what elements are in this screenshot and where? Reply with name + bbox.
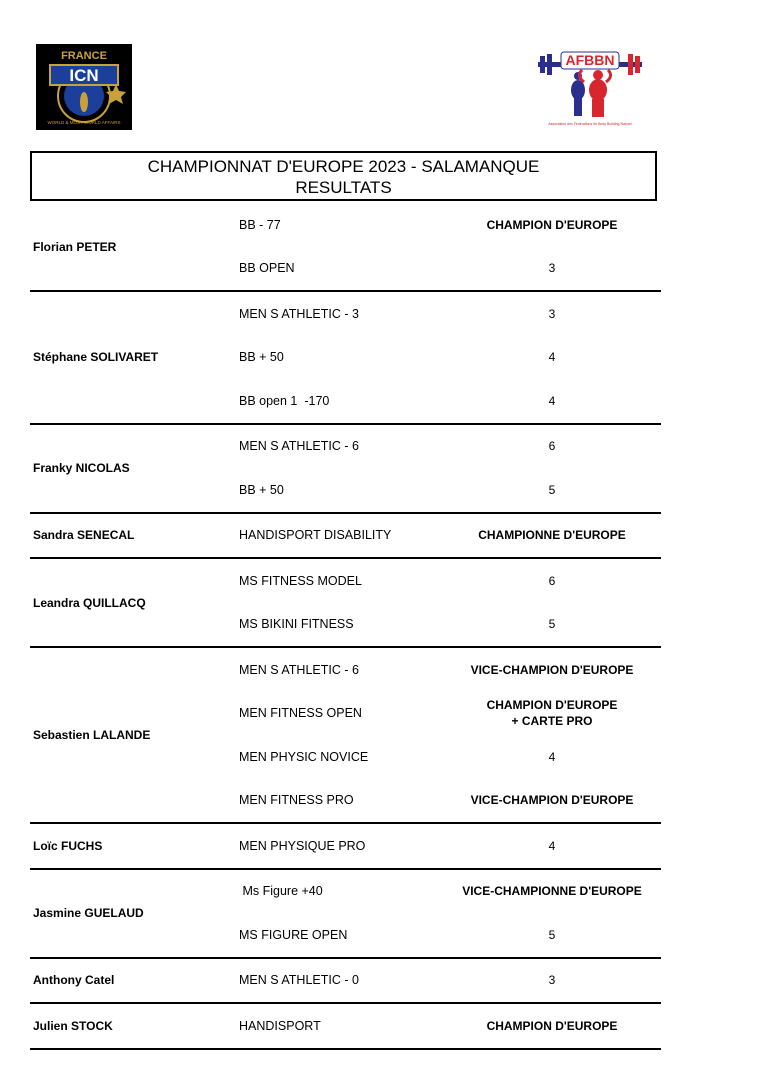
result-cell: CHAMPIONNE D'EUROPE xyxy=(478,528,626,543)
athlete-group xyxy=(30,203,661,292)
category-cell: MS FIGURE OPEN xyxy=(239,927,348,942)
athlete-group xyxy=(30,648,661,824)
category-cell: BB + 50 xyxy=(239,482,284,497)
result-cell: 6 xyxy=(548,439,556,454)
result-row xyxy=(30,379,661,423)
category-cell: BB open 1 -170 xyxy=(239,393,330,408)
afbbn-subtitle: Association des Fédérations de Body Building Naturel xyxy=(548,122,632,126)
athlete-name: Anthony Catel xyxy=(33,973,115,988)
result-row xyxy=(30,1004,661,1048)
athlete-name: Julien STOCK xyxy=(33,1018,113,1033)
athlete-group xyxy=(30,824,661,870)
athlete-name: Loïc FUCHS xyxy=(33,838,103,853)
category-cell: Ms Figure +40 xyxy=(239,884,323,899)
category-cell: MEN S ATHLETIC - 3 xyxy=(239,306,359,321)
result-cell: 5 xyxy=(548,927,556,942)
result-row xyxy=(30,514,661,558)
athlete-group xyxy=(30,425,661,514)
athlete-name: Franky NICOLAS xyxy=(33,461,130,475)
result-cell: CHAMPION D'EUROPE xyxy=(486,1018,618,1033)
result-row xyxy=(30,468,661,512)
result-row xyxy=(30,779,661,823)
page-subtitle: RESULTATS xyxy=(295,178,392,197)
athlete-name: Sebastien LALANDE xyxy=(33,728,151,742)
result-row xyxy=(30,603,661,647)
athlete-group xyxy=(30,559,661,648)
result-cell: 4 xyxy=(548,838,556,853)
result-row xyxy=(30,870,661,914)
athlete-group xyxy=(30,870,661,959)
result-row xyxy=(30,735,661,779)
result-cell: 3 xyxy=(548,973,556,988)
result-row xyxy=(30,336,661,380)
category-cell: MEN FITNESS OPEN xyxy=(239,706,362,721)
athlete-name: Jasmine GUELAUD xyxy=(33,906,144,920)
category-cell: MEN S ATHLETIC - 0 xyxy=(239,973,359,988)
category-cell: MEN PHYSIQUE PRO xyxy=(239,838,366,853)
afbbn-logo xyxy=(536,46,644,128)
result-row xyxy=(30,824,661,868)
result-row xyxy=(30,559,661,603)
page-title: CHAMPIONNAT D'EUROPE 2023 - SALAMANQUE xyxy=(147,157,540,176)
category-cell: HANDISPORT DISABILITY xyxy=(239,528,392,543)
result-row xyxy=(30,292,661,336)
result-cell: 6 xyxy=(548,573,556,588)
result-row xyxy=(30,247,661,291)
athlete-group xyxy=(30,959,661,1005)
athlete-name: Sandra SENECAL xyxy=(33,528,135,543)
icn-france-logo xyxy=(36,44,132,130)
result-cell: VICE-CHAMPIONNE D'EUROPE xyxy=(462,884,642,899)
category-cell: MS FITNESS MODEL xyxy=(239,573,362,588)
result-cell: VICE-CHAMPION D'EUROPE xyxy=(470,662,634,677)
athlete-name: Stéphane SOLIVARET xyxy=(33,350,159,365)
category-cell: BB OPEN xyxy=(239,261,295,276)
result-cell: 4 xyxy=(548,749,556,764)
result-row xyxy=(30,648,661,692)
logo-main-text: ICN xyxy=(69,66,99,85)
category-cell: MS BIKINI FITNESS xyxy=(239,617,354,632)
category-cell: BB - 77 xyxy=(239,217,281,232)
results-table xyxy=(30,203,661,1050)
result-row xyxy=(30,913,661,957)
result-cell: 3 xyxy=(548,306,556,321)
athlete-group xyxy=(30,292,661,425)
athlete-name: Florian PETER xyxy=(33,239,117,254)
category-cell: MEN FITNESS PRO xyxy=(239,793,354,808)
afbbn-text: AFBBN xyxy=(565,52,615,68)
category-cell: HANDISPORT xyxy=(239,1018,321,1033)
logo-top-text: FRANCE xyxy=(61,50,107,62)
result-cell: 5 xyxy=(548,482,556,497)
title-box xyxy=(30,151,657,201)
result-cell: VICE-CHAMPION D'EUROPE xyxy=(470,793,634,808)
result-row xyxy=(30,959,661,1003)
result-cell: 4 xyxy=(548,350,556,365)
result-row xyxy=(30,203,661,247)
category-cell: MEN S ATHLETIC - 6 xyxy=(239,439,359,454)
result-cell: 5 xyxy=(548,617,556,632)
athlete-group xyxy=(30,1004,661,1050)
category-cell: MEN PHYSIC NOVICE xyxy=(239,749,369,764)
category-cell: MEN S ATHLETIC - 6 xyxy=(239,662,359,677)
result-cell: 3 xyxy=(548,261,556,276)
athlete-name: Leandra QUILLACQ xyxy=(33,595,146,610)
result-row xyxy=(30,425,661,469)
category-cell: BB + 50 xyxy=(239,350,284,365)
result-cell: CHAMPION D'EUROPE + CARTE PRO xyxy=(486,698,618,729)
result-cell: 4 xyxy=(548,393,556,408)
athlete-group xyxy=(30,514,661,560)
result-cell: CHAMPION D'EUROPE xyxy=(486,217,618,232)
result-row xyxy=(30,692,661,736)
logo-ring-text: WORLD & MOST WORLD AFFAIRS xyxy=(47,120,121,125)
